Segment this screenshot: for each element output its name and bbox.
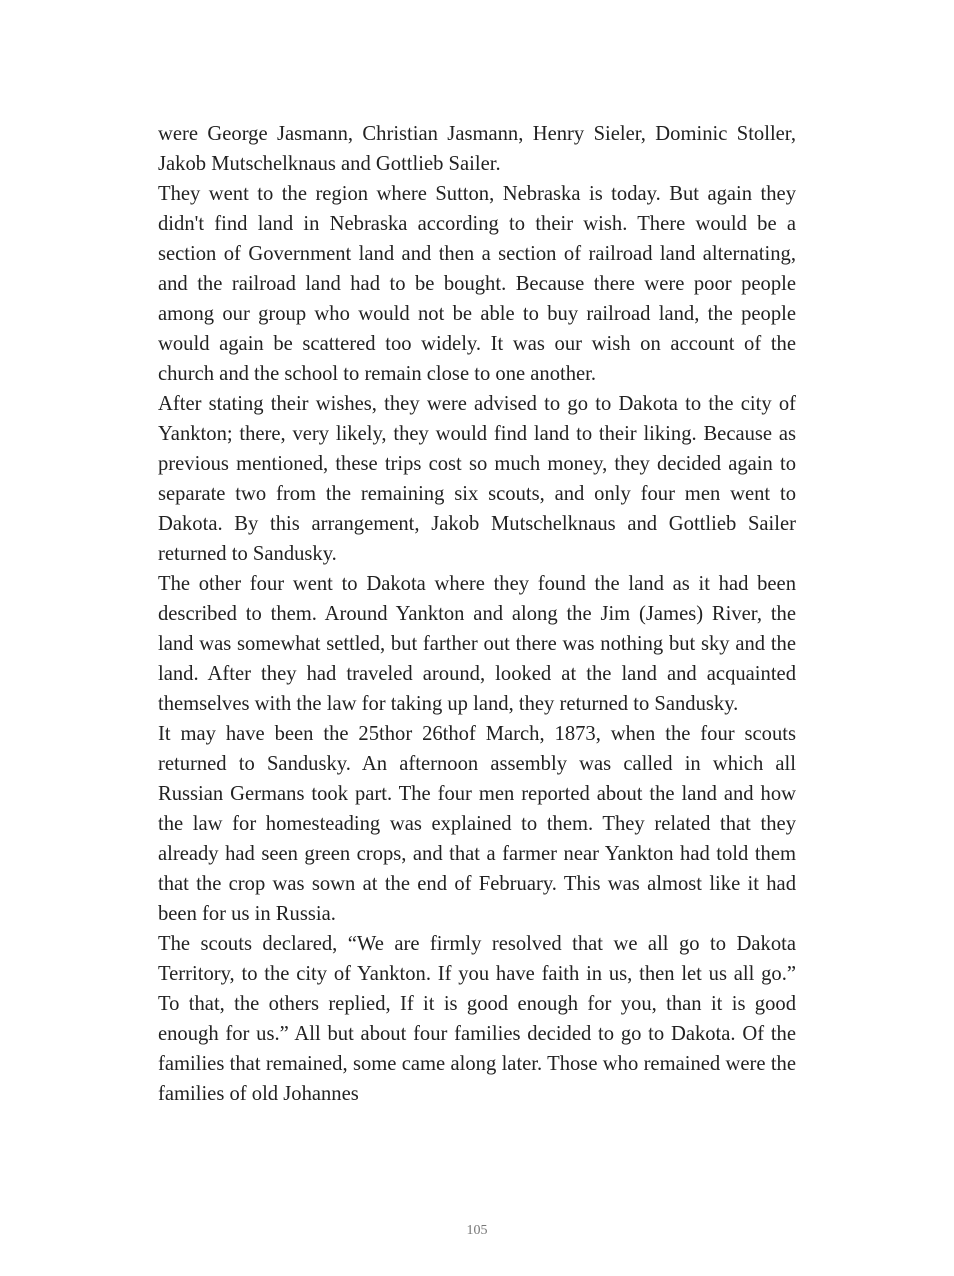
paragraph-4: The other four went to Dakota where they found the land as it had been described to them. Around Yankton and along the Jim (James) River, the land was somewhat settled, but farther out there was nothing but sky and the land. After they had traveled around, looked at the land and acquainted themselves with the law for taking up land, they returned to Sandusky. xyxy=(158,573,796,715)
paragraph-5: It may have been the 25thor 26thof March, 1873, when the four scouts returned to Sandusky. An afternoon assembly was called in which all Russian Germans took part. The four men reported about the land and how the law for homesteading was explained to them. They related that they already had seen green crops, and that a farmer near Yankton had told them that the crop was sown at the end of February. This was almost like it had been for us in Russia. xyxy=(158,723,796,925)
paragraph-2: They went to the region where Sutton, Nebraska is today. But again they didn't find land in Nebraska according to their wish. There would be a section of Government land and then a section of railroad land alternating, and the railroad land had to be bought. Because there were poor people among our group who would not be able to buy railroad land, the people would again be scattered too widely. It was our wish on account of the church and the school to remain close to one another. xyxy=(158,183,796,385)
paragraph-3: After stating their wishes, they were advised to go to Dakota to the city of Yankton; there, very likely, they would find land to their liking. Because as previous mentioned, these trips cost so much money, they decided again to separate two from the remaining six scouts, and only four men went to Dakota. By this arrangement, Jakob Mutschelknaus and Gottlieb Sailer returned to Sandusky. xyxy=(158,393,796,565)
body-text xyxy=(158,119,796,1109)
page-number: 105 xyxy=(466,1223,488,1238)
paragraph-6: The scouts declared, “We are firmly resolved that we all go to Dakota Territory, to the city of Yankton. If you have faith in us, then let us all go.” To that, the others replied, If it is good enough for you, than it is good enough for us.” All but about four families decided to go to Dakota. Of the families that remained, some came along later. Those who remained were the families of old Johannes xyxy=(158,933,796,1105)
paragraph-1: were George Jasmann, Christian Jasmann, Henry Sieler, Dominic Stoller, Jakob Mutschelknaus and Gottlieb Sailer. xyxy=(158,123,796,175)
